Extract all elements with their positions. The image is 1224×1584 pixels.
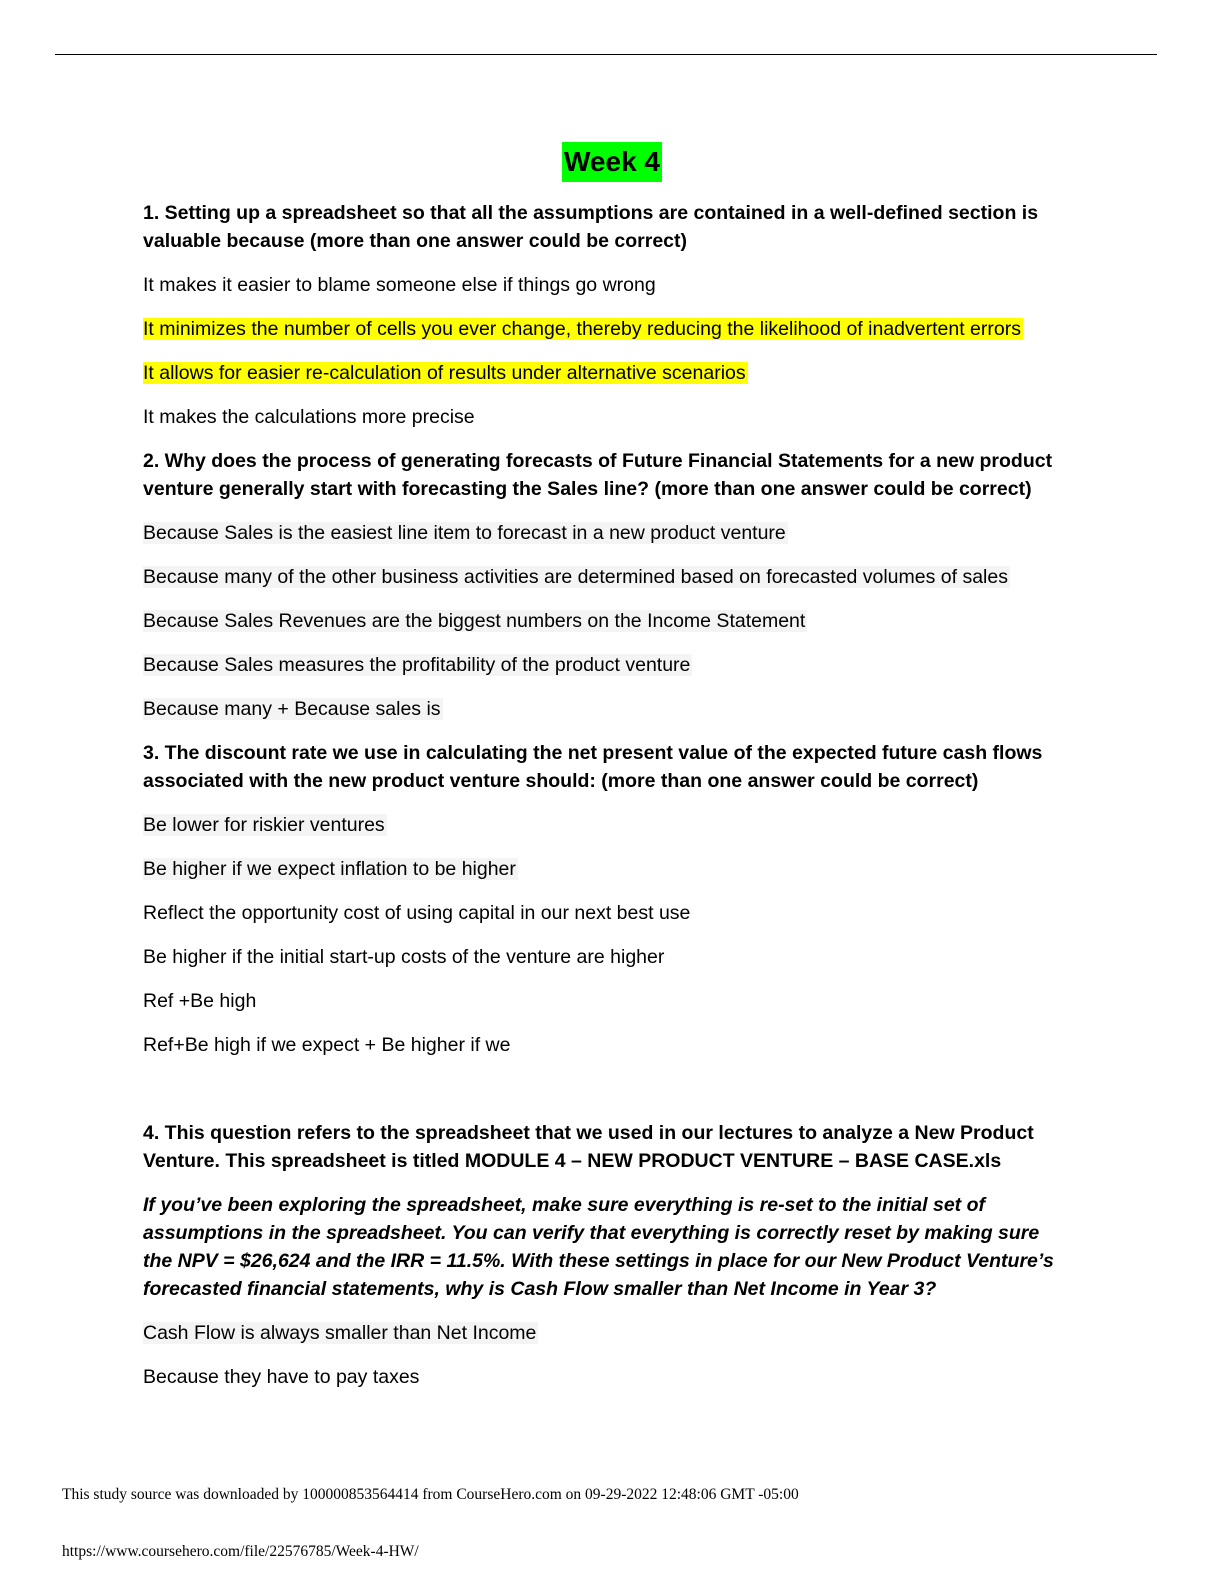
q2-option-5: Because many + Because sales is [143,698,441,720]
page-title: Week 4 [562,142,662,182]
q3-option-2: Be higher if we expect inflation to be higher [143,858,516,880]
q3-option-1: Be lower for riskier ventures [143,814,385,836]
footer-url: https://www.coursehero.com/file/22576785/Week-4-HW/ [62,1543,419,1560]
q1-option-2-highlighted: It minimizes the number of cells you ever change, thereby reducing the likelihood of inadvertent errors [143,318,1021,340]
footer-source-note: This study source was downloaded by 100000853564414 from CourseHero.com on 09-29-2022 12:48:06 GMT -05:00 [62,1486,799,1503]
document-body [143,142,1063,1391]
question-1: 1. Setting up a spreadsheet so that all the assumptions are contained in a well-defined section is valuable because (more than one answer could be correct) [143,202,1039,252]
q2-option-1: Because Sales is the easiest line item to forecast in a new product venture [143,522,786,544]
q3-option-4: Be higher if the initial start-up costs of the venture are higher [143,946,665,968]
q1-option-4: It makes the calculations more precise [143,406,475,428]
question-2: 2. Why does the process of generating forecasts of Future Financial Statements for a new product venture generally start with forecasting the Sales line? (more than one answer could be correct) [143,450,1053,500]
question-3: 3. The discount rate we use in calculating the net present value of the expected future cash flows associated with the new product venture should: (more than one answer could be correct) [143,742,1043,792]
question-4-instructions: If you’ve been exploring the spreadsheet, make sure everything is re-set to the initial set of assumptions in the spreadsheet. You can verify that everything is correctly reset by making sure the NPV = $26,624 and the IRR = 11.5%. With these settings in place for our New Product Venture’s forecasted financial statements, why is Cash Flow smaller than Net Income in Year 3? [143,1194,1054,1300]
spacer [143,1059,1063,1103]
title-wrap [0,142,1224,182]
q3-option-3: Reflect the opportunity cost of using capital in our next best use [143,902,691,924]
q1-option-1: It makes it easier to blame someone else if things go wrong [143,274,656,296]
q2-option-2: Because many of the other business activities are determined based on forecasted volumes of sales [143,566,1008,588]
top-rule [55,54,1157,55]
question-4: 4. This question refers to the spreadsheet that we used in our lectures to analyze a New Product Venture. This spreadsheet is titled MODULE 4 – NEW PRODUCT VENTURE – BASE CASE.xls [143,1122,1034,1172]
q4-option-1: Cash Flow is always smaller than Net Income [143,1322,537,1344]
q2-option-3: Because Sales Revenues are the biggest numbers on the Income Statement [143,610,806,632]
q3-option-5: Ref +Be high [143,990,257,1012]
q1-option-3-highlighted: It allows for easier re-calculation of results under alternative scenarios [143,362,746,384]
q4-option-2: Because they have to pay taxes [143,1366,420,1388]
q3-option-6: Ref+Be high if we expect + Be higher if we [143,1034,511,1056]
q2-option-4: Because Sales measures the profitability of the product venture [143,654,691,676]
